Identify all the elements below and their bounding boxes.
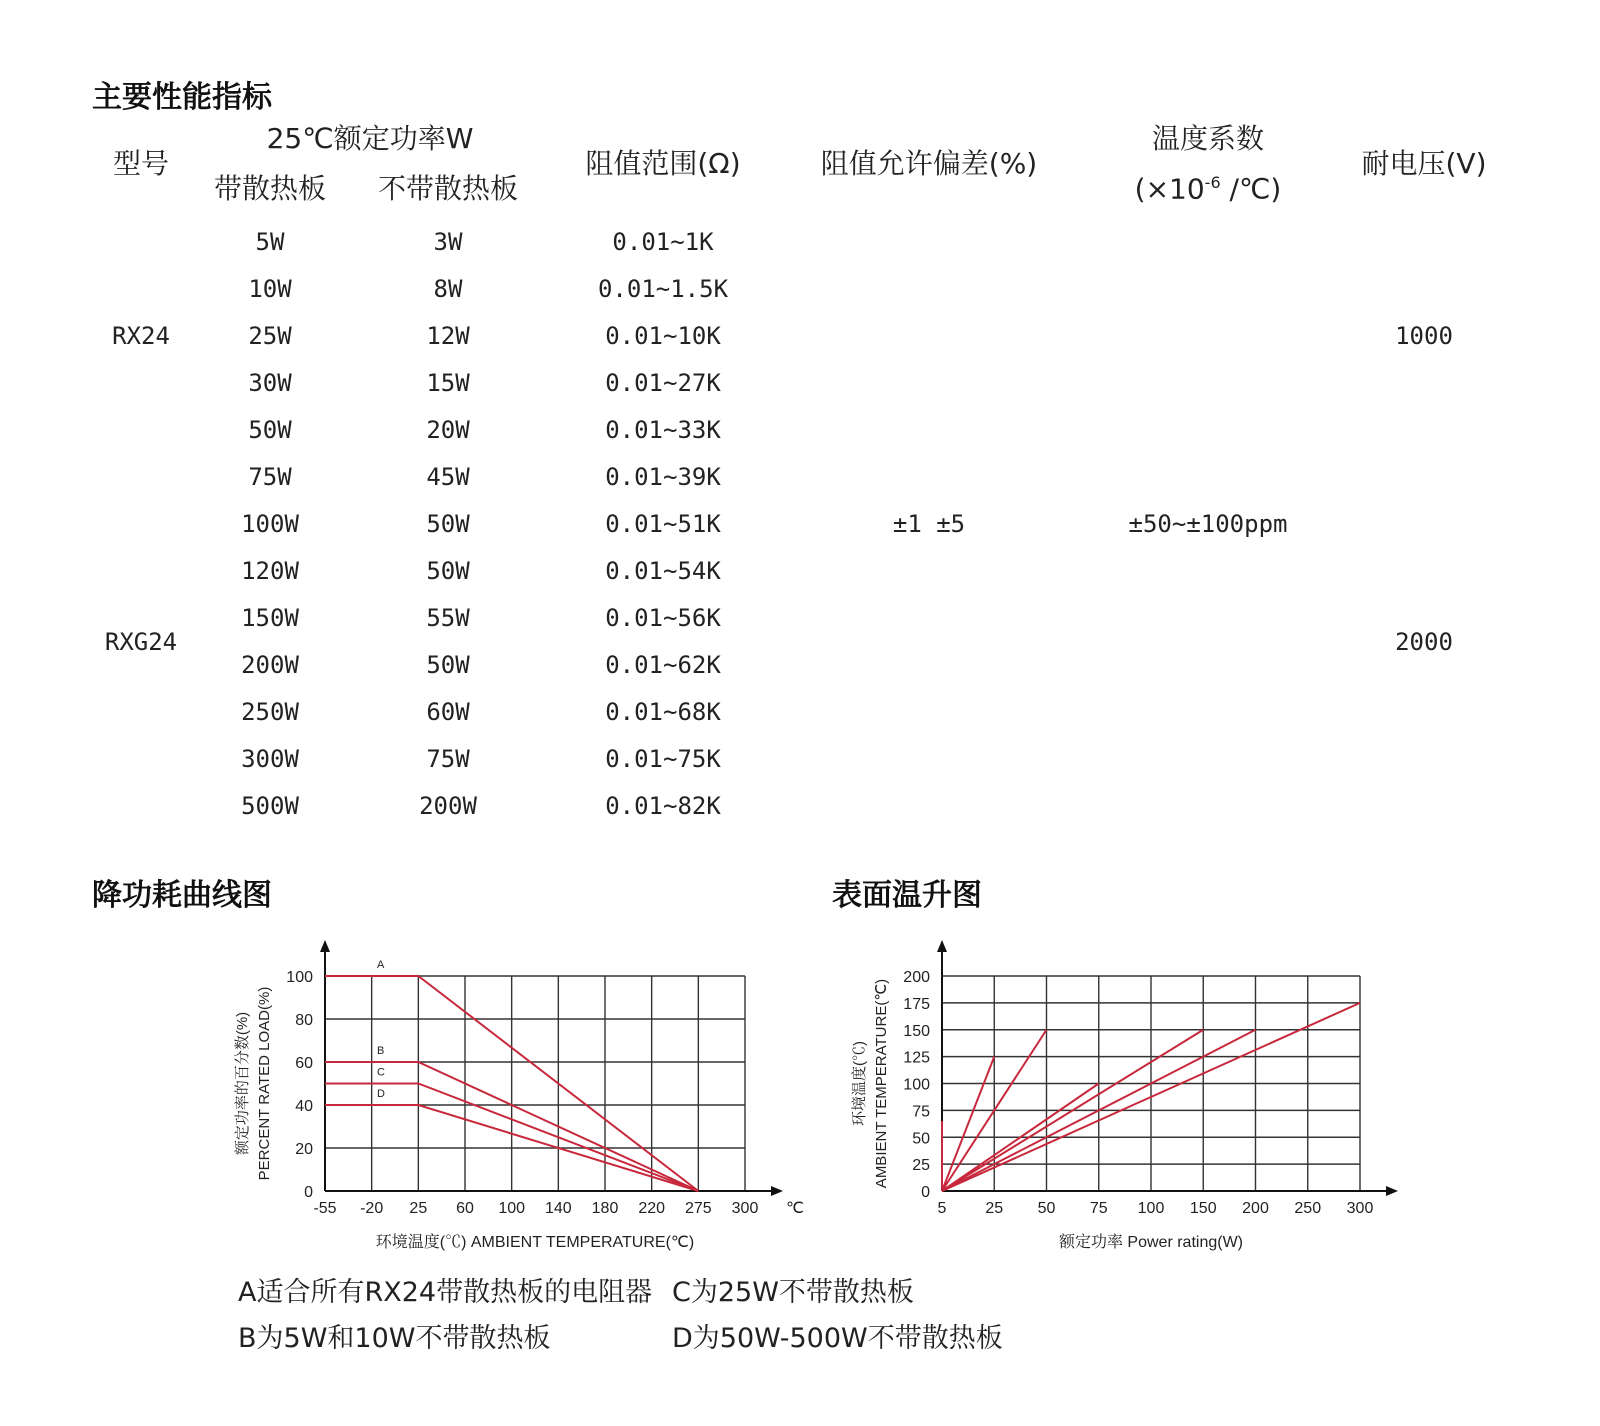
with-heatsink-cell: 120W (241, 557, 299, 585)
voltage-rx24: 1000 (1395, 322, 1453, 350)
without-heatsink-cell: 3W (433, 228, 463, 256)
y-tick-label: 20 (295, 1141, 313, 1158)
x-tick-label: 100 (498, 1200, 526, 1217)
header-tempco: 温度系数 (1151, 122, 1265, 155)
y-tick-label: 100 (286, 969, 313, 986)
x-tick-label: -55 (313, 1200, 337, 1217)
x-tick-label: 200 (1242, 1200, 1269, 1217)
y-tick-label: 175 (903, 995, 930, 1013)
without-heatsink-cell: 200W (419, 792, 477, 820)
y-tick-label: 100 (903, 1076, 930, 1094)
x-axis-title: 环境温度(℃) AMBIENT TEMPERATURE(℃) (375, 1234, 695, 1251)
x-tick-label: 300 (1346, 1200, 1374, 1217)
note-a: A适合所有RX24带散热板的电阻器 (238, 1277, 653, 1308)
without-heatsink-cell: 50W (426, 510, 470, 538)
header-power-group: 25℃额定功率W (266, 122, 474, 155)
resistance-cell: 0.01~27K (605, 369, 721, 397)
derating-plot (320, 940, 783, 1196)
note-d: D为50W-500W不带散热板 (672, 1323, 1003, 1354)
model-rx24: RX24 (112, 322, 170, 350)
tolerance-value: ±1 ±5 (892, 510, 966, 538)
y-tick-label: 0 (304, 1184, 313, 1201)
resistance-cell: 0.01~1K (612, 228, 714, 256)
without-heatsink-cell: 50W (426, 557, 470, 585)
y-axis-title-cn: 额定功率的百分数(%) (234, 1011, 251, 1156)
y-tick-label: 200 (903, 969, 930, 986)
header-with-heatsink: 带散热板 (213, 172, 327, 205)
x-tick-label: 50 (1037, 1200, 1056, 1217)
header-model: 型号 (112, 147, 170, 180)
x-tick-label: 25 (409, 1200, 428, 1217)
with-heatsink-cell: 500W (241, 792, 299, 820)
y-tick-label: 75 (912, 1103, 930, 1121)
with-heatsink-cell: 30W (248, 369, 292, 397)
resistance-cell: 0.01~39K (605, 463, 721, 491)
x-tick-label: 180 (591, 1200, 619, 1217)
x-tick-label: 150 (1189, 1200, 1217, 1217)
x-tick-label: 75 (1089, 1200, 1108, 1217)
x-tick-label: 275 (684, 1200, 712, 1217)
y-tick-label: 125 (903, 1049, 930, 1067)
series-label: A (377, 959, 385, 971)
y-tick-label: 60 (295, 1055, 313, 1072)
without-heatsink-cell: 12W (426, 322, 470, 350)
resistance-cell: 0.01~75K (605, 745, 721, 773)
header-resistance: 阻值范围(Ω) (585, 147, 741, 180)
y-tick-label: 40 (295, 1098, 313, 1115)
note-c: C为25W不带散热板 (672, 1277, 914, 1308)
with-heatsink-cell: 100W (241, 510, 299, 538)
x-axis-title: 额定功率 Power rating(W) (1058, 1234, 1244, 1251)
x-tick-label: 60 (456, 1200, 474, 1217)
resistance-cell: 0.01~54K (605, 557, 721, 585)
surface-plot (937, 940, 1398, 1196)
y-tick-label: 80 (295, 1012, 313, 1029)
y-axis-title-en: AMBIENT TEMPERATURE(℃) (873, 978, 890, 1189)
without-heatsink-cell: 20W (426, 416, 470, 444)
x-axis-arrow (771, 1186, 783, 1196)
x-tick-label: 5 (937, 1200, 947, 1217)
series-label: D (377, 1088, 385, 1100)
without-heatsink-cell: 55W (426, 604, 470, 632)
resistance-cell: 0.01~62K (605, 651, 721, 679)
y-tick-label: 50 (912, 1130, 930, 1148)
y-tick-label: 25 (912, 1157, 930, 1175)
series-label: B (377, 1045, 385, 1057)
x-tick-label: 140 (544, 1200, 572, 1217)
resistance-cell: 0.01~1.5K (597, 275, 729, 303)
without-heatsink-cell: 15W (426, 369, 470, 397)
x-axis-arrow (1386, 1186, 1398, 1196)
main-title: 主要性能指标 (92, 80, 272, 115)
header-tolerance: 阻值允许偏差(%) (820, 147, 1038, 180)
without-heatsink-cell: 75W (426, 745, 470, 773)
header-without-heatsink: 不带散热板 (377, 172, 519, 205)
resistance-cell: 0.01~51K (605, 510, 721, 538)
with-heatsink-cell: 75W (248, 463, 292, 491)
x-tick-label: 300 (731, 1200, 759, 1217)
with-heatsink-cell: 300W (241, 745, 299, 773)
tempco-unit-base: (×10 (1134, 172, 1205, 206)
voltage-rxg24: 2000 (1395, 628, 1453, 656)
x-tick-label: 250 (1294, 1200, 1322, 1217)
tempco-unit-tail: /℃) (1220, 172, 1282, 206)
header-voltage: 耐电压(V) (1361, 147, 1487, 180)
with-heatsink-cell: 5W (255, 228, 285, 256)
y-axis-title-en: PERCENT RATED LOAD(%) (256, 986, 273, 1181)
resistance-cell: 0.01~56K (605, 604, 721, 632)
resistance-cell: 0.01~82K (605, 792, 721, 820)
y-axis-arrow (320, 940, 330, 952)
x-tick-label: -20 (360, 1200, 384, 1217)
without-heatsink-cell: 50W (426, 651, 470, 679)
x-tick-label: 100 (1137, 1200, 1165, 1217)
with-heatsink-cell: 50W (248, 416, 292, 444)
model-rxg24: RXG24 (104, 628, 178, 656)
with-heatsink-cell: 200W (241, 651, 299, 679)
series-label: C (377, 1066, 385, 1079)
tempco-value: ±50~±100ppm (1128, 510, 1288, 538)
note-b: B为5W和10W不带散热板 (238, 1323, 551, 1354)
with-heatsink-cell: 150W (241, 604, 299, 632)
without-heatsink-cell: 45W (426, 463, 470, 491)
derating-title: 降功耗曲线图 (92, 878, 272, 913)
x-unit-label: ℃ (786, 1200, 804, 1217)
resistance-cell: 0.01~10K (605, 322, 721, 350)
without-heatsink-cell: 8W (433, 275, 463, 303)
y-tick-label: 0 (921, 1184, 930, 1201)
with-heatsink-cell: 10W (248, 275, 292, 303)
resistance-cell: 0.01~33K (605, 416, 721, 444)
y-axis-arrow (937, 940, 947, 952)
with-heatsink-cell: 25W (248, 322, 292, 350)
with-heatsink-cell: 250W (241, 698, 299, 726)
y-tick-label: 150 (903, 1022, 930, 1040)
y-axis-title-cn: 环境温度(℃) (851, 1041, 868, 1126)
resistance-cell: 0.01~68K (605, 698, 721, 726)
x-tick-label: 220 (638, 1200, 666, 1217)
without-heatsink-cell: 60W (426, 698, 470, 726)
tempco-unit-exponent: -6 (1204, 173, 1221, 192)
surface-title: 表面温升图 (832, 878, 982, 913)
x-tick-label: 25 (985, 1200, 1004, 1217)
